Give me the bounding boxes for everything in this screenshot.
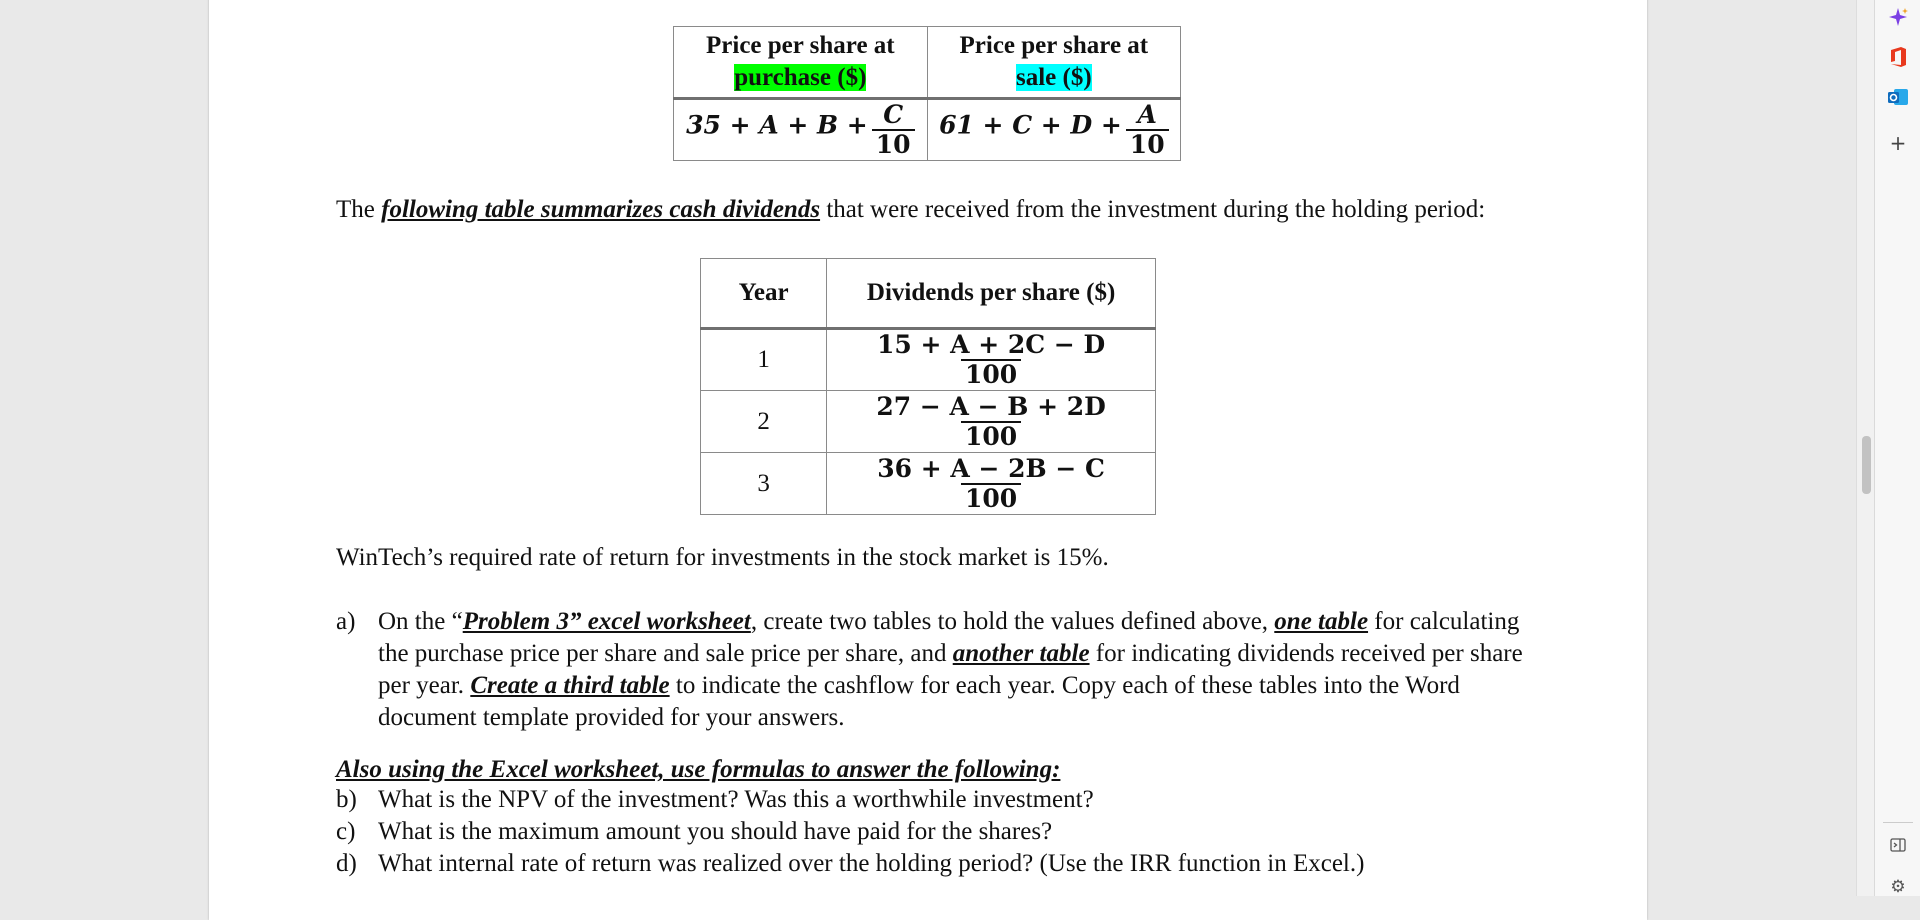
required-rate-paragraph: WinTech’s required rate of return for investments in the stock market is 15%. [336, 544, 1109, 571]
item-a: a) On the “Problem 3” excel worksheet, create two tables to hold the values defined above, one table for calculating the purchase price per share and sale price per share, and another table for indicating dividends received per share per year. Create a third table to indicate the cashflow for each year. Copy each of these tables into the Word document template provided for your answers. [336, 606, 1523, 734]
price-table [673, 26, 1181, 161]
also-heading: Also using the Excel worksheet, use formulas to answer the following: [336, 756, 1061, 783]
scroll-thumb[interactable] [1862, 436, 1871, 494]
sale-formula-cell [927, 99, 1180, 161]
table-row [701, 391, 1156, 453]
questions-list [336, 784, 1364, 880]
table-row [701, 453, 1156, 515]
purchase-formula-prefix: 35 + A + B + [686, 110, 868, 140]
sale-price-header: Price per share at sale ($) [927, 27, 1180, 99]
purchase-price-header: Price per share at purchase ($) [674, 27, 928, 99]
list-item: b) What is the NPV of the investment? Was this a worthwhile investment? [336, 786, 1094, 813]
vertical-scrollbar[interactable] [1856, 0, 1875, 896]
list-item: d) What internal rate of return was realized over the holding period? (Use the IRR function in Excel.) [336, 850, 1365, 877]
add-icon[interactable]: + [1889, 131, 1907, 155]
highlighted-purchase-label: purchase ($) [734, 64, 867, 91]
dividends-table [700, 258, 1156, 515]
sidebar-divider [1883, 822, 1913, 823]
settings-icon[interactable]: ⚙ [1890, 877, 1906, 897]
year-header: Year [701, 259, 827, 329]
item-a-marker: a) [336, 608, 356, 635]
highlighted-sale-label: sale ($) [1015, 64, 1092, 91]
list-item: c) What is the maximum amount you should have paid for the shares? [336, 818, 1053, 845]
dividend-formula-cell: $\frac{27 - A - B + 2D}{100}$ [827, 391, 1156, 453]
sidebar-toggle-icon[interactable] [1885, 832, 1911, 858]
sale-formula-fraction: $\frac{A}{10}$ [1126, 101, 1169, 159]
year-cell: 3 [701, 453, 827, 515]
office-icon[interactable] [1885, 44, 1911, 70]
purchase-formula-cell [674, 99, 928, 161]
sale-formula-prefix: 61 + C + D + [939, 110, 1122, 140]
dividends-intro-paragraph: The following table summarizes cash dividends that were received from the investment during the holding period: [336, 196, 1486, 223]
document-page [209, 0, 1647, 920]
year-cell: 2 [701, 391, 827, 453]
copilot-icon[interactable] [1885, 4, 1911, 30]
browser-sidebar [1874, 0, 1920, 896]
outlook-icon[interactable] [1885, 84, 1911, 110]
table-row [701, 329, 1156, 391]
purchase-formula-fraction: $\frac{C}{10}$ [872, 101, 915, 159]
dividend-formula-cell: $\frac{15 + A + 2C - D}{100}$ [827, 329, 1156, 391]
year-cell: 1 [701, 329, 827, 391]
dividends-header: Dividends per share ($) [827, 259, 1156, 329]
dividend-formula-cell: $\frac{36 + A - 2B - C}{100}$ [827, 453, 1156, 515]
